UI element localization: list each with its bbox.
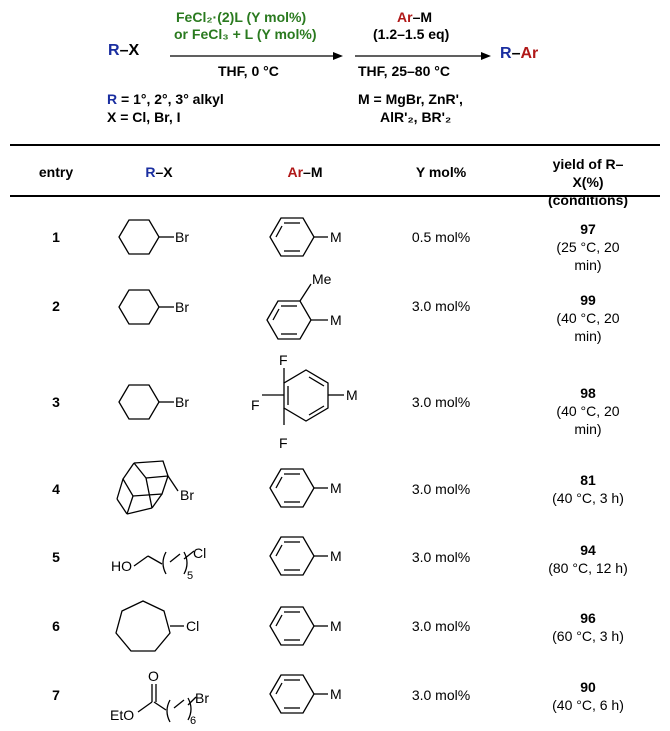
step1-conditions: THF, 0 °C (218, 63, 279, 79)
label-o: O (148, 668, 159, 684)
row5-entry: 5 (52, 549, 60, 565)
catalyst-line-1: FeCl₂·(2)L (Y mol%) (176, 9, 307, 25)
row1-conditions: (25 °C, 20 min) (556, 239, 620, 273)
header-rx-r: R (145, 164, 156, 180)
phenyl-4 (270, 469, 342, 507)
row5-ymol: 3.0 mol% (411, 549, 471, 565)
row4-conditions: (40 °C, 3 h) (552, 490, 624, 506)
row6-ymol: 3.0 mol% (411, 618, 471, 634)
r-def-text: = 1°, 2°, 3° alkyl (117, 91, 224, 107)
header-ymol: Y mol% (415, 164, 467, 180)
reagent-m: –M (412, 9, 433, 25)
label-m: M (330, 480, 342, 496)
header-yield-line1: yield of R–X(%) (552, 156, 624, 190)
label-m: M (346, 387, 358, 403)
row2-ymol: 3.0 mol% (411, 298, 471, 314)
label-cl: Cl (193, 545, 207, 561)
label-f: F (279, 352, 288, 368)
row2-conditions: (40 °C, 20 min) (556, 310, 620, 344)
row7-conditions: (40 °C, 6 h) (552, 697, 624, 713)
reagent-ar: Ar (397, 9, 413, 25)
x-definition: X = Cl, Br, I (107, 109, 181, 125)
row6-entry: 6 (52, 618, 60, 634)
label-br: Br (180, 487, 194, 503)
phenyl-5 (270, 537, 342, 575)
label-br: Br (195, 690, 209, 706)
label-m: M (330, 312, 342, 328)
catalyst-line-2: or FeCl₃ + L (Y mol%) (174, 26, 317, 42)
row3-yield-value: 98 (580, 385, 596, 401)
label-br: Br (175, 229, 189, 245)
row1-entry: 1 (52, 229, 60, 245)
reactant-r: R (108, 42, 120, 59)
row6-yield-value: 96 (580, 610, 596, 626)
m-definition-2: AlR'₂, BR'₂ (380, 109, 452, 125)
header-entry: entry (38, 164, 74, 180)
cyclohexyl-bromide-3 (119, 385, 189, 419)
label-m: M (330, 548, 342, 564)
row3-ymol: 3.0 mol% (411, 394, 471, 410)
row2-yield-value: 99 (580, 292, 596, 308)
label-f: F (279, 435, 288, 451)
label-eto: EtO (110, 707, 135, 723)
chloroalkanol-5 (111, 545, 206, 582)
row4-entry: 4 (52, 481, 60, 497)
ortho-tolyl-2 (267, 271, 342, 339)
reactant-x: –X (119, 42, 140, 59)
row7-ymol: 3.0 mol% (411, 687, 471, 703)
row1-yield-value: 97 (580, 221, 596, 237)
header-rx-x: –X (155, 164, 173, 180)
cycloheptyl-chloride-6 (116, 601, 199, 651)
phenyl-1 (270, 218, 342, 256)
row3-entry: 3 (52, 394, 60, 410)
header-yield-line2: (conditions) (547, 192, 629, 208)
row7-entry: 7 (52, 687, 60, 703)
label-cl: Cl (186, 618, 200, 634)
row5-conditions: (80 °C, 12 h) (548, 560, 628, 576)
m-definition-1: M = MgBr, ZnR', (358, 91, 463, 107)
product-ar: Ar (520, 45, 539, 62)
row3-conditions: (40 °C, 20 min) (556, 403, 620, 437)
row1-ymol: 0.5 mol% (411, 229, 471, 245)
product-dash: – (511, 45, 521, 62)
label-br: Br (175, 394, 189, 410)
row2-entry: 2 (52, 298, 60, 314)
label-me: Me (312, 271, 332, 287)
row5-yield-value: 94 (580, 542, 596, 558)
cyclohexyl-bromide-1 (119, 220, 189, 254)
trifluorophenyl-3 (251, 352, 358, 451)
adamantyl-bromide-4 (117, 461, 194, 514)
label-br: Br (175, 299, 189, 315)
phenyl-7 (270, 675, 342, 713)
header-arm-ar: Ar (287, 164, 304, 180)
step2-conditions: THF, 25–80 °C (358, 63, 450, 79)
label-subscript-5: 5 (187, 570, 194, 582)
label-m: M (330, 618, 342, 634)
label-subscript-6: 6 (190, 715, 197, 727)
phenyl-6 (270, 607, 342, 645)
bromoester-7 (110, 668, 209, 727)
header-arm-m: –M (303, 164, 323, 180)
product-r: R (500, 45, 512, 62)
label-f: F (251, 397, 260, 413)
row6-conditions: (60 °C, 3 h) (552, 628, 624, 644)
reagent-equivalents: (1.2–1.5 eq) (373, 26, 450, 42)
row4-ymol: 3.0 mol% (411, 481, 471, 497)
label-m: M (330, 686, 342, 702)
label-m: M (330, 229, 342, 245)
label-ho: HO (111, 558, 132, 574)
row7-yield-value: 90 (580, 679, 596, 695)
row4-yield-value: 81 (580, 472, 596, 488)
r-def-symbol: R (107, 91, 118, 107)
cyclohexyl-bromide-2 (119, 290, 189, 324)
